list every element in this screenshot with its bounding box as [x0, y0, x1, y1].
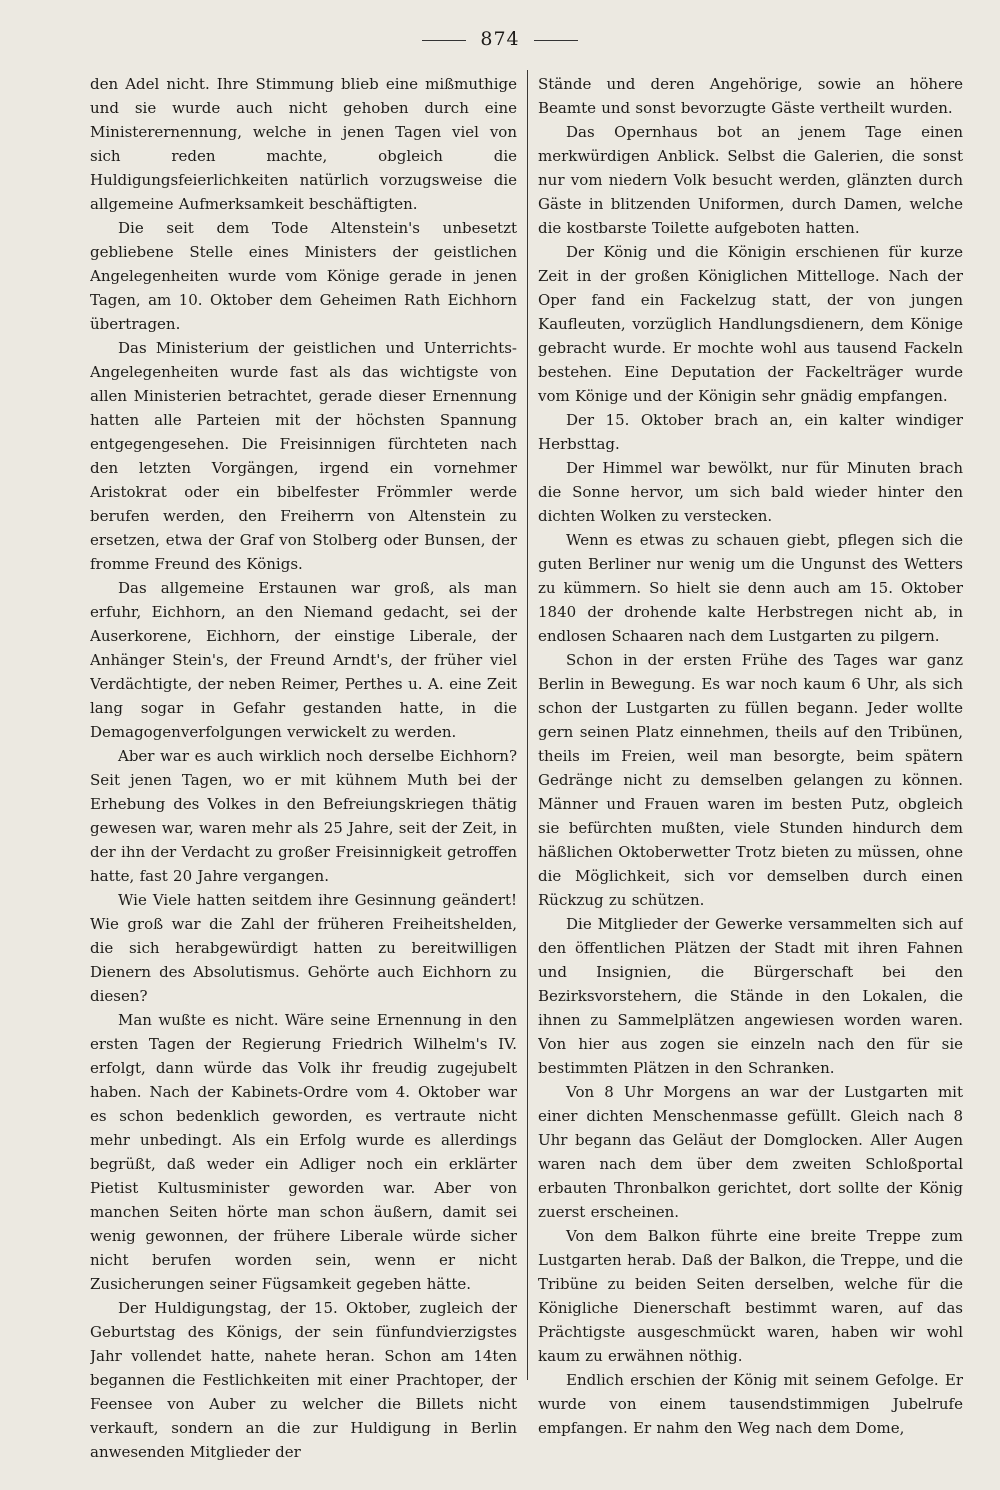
page-number: 874 — [480, 28, 520, 50]
paragraph: Der 15. Oktober brach an, ein kalter windiger Herbsttag. — [538, 411, 963, 453]
paragraph: Aber war es auch wirklich noch derselbe Eichhorn? Seit jenen Tagen, wo er mit kühnem Muth bei der Erhebung des Volkes in den Befreiungskriegen thätig gewesen war, waren mehr als 25 Jahre, seit der Zeit, in der ihn der Verdacht zu großer Freisinnigkeit getroffen hatte, fast 20 Jahre vergangen. — [90, 747, 517, 885]
left-column — [90, 72, 517, 1472]
header-dash-right — [534, 40, 578, 41]
right-column — [538, 72, 963, 1472]
paragraph: Der Himmel war bewölkt, nur für Minuten brach die Sonne hervor, um sich bald wieder hinter den dichten Wolken zu verstecken. — [538, 459, 963, 525]
paragraph: Wenn es etwas zu schauen giebt, pflegen sich die guten Berliner nur wenig um die Ungunst des Wetters zu kümmern. So hielt sie denn auch am 15. Oktober 1840 der drohende kalte Herbstregen nicht ab, in endlosen Schaaren nach dem Lustgarten zu pilgern. — [538, 531, 963, 645]
paragraph: Das Opernhaus bot an jenem Tage einen merkwürdigen Anblick. Selbst die Galerien, die sonst nur vom niedern Volk besucht werden, glänzten durch Gäste in blitzenden Uniformen, durch Damen, welche die kostbarste Toilette aufgeboten hatten. — [538, 123, 963, 237]
paragraph: Das Ministerium der geistlichen und Unterrichts-Angelegenheiten wurde fast als das wichtigste von allen Ministerien betrachtet, gerade dieser Ernennung hatten alle Parteien mit der höchsten Spannung entgegengesehen. Die Freisinnigen fürchteten nach den letzten Vorgängen, irgend ein vornehmer Aristokrat oder ein bibelfester Frömmler werde berufen werden, den Freiherrn von Altenstein zu ersetzen, etwa der Graf von Stolberg oder Bunsen, der fromme Freund des Königs. — [90, 339, 517, 573]
paragraph: den Adel nicht. Ihre Stimmung blieb eine mißmuthige und sie wurde auch nicht gehoben durch eine Ministerernennung, welche in jenen Tagen viel von sich reden machte, obgleich die Huldigungsfeierlichkeiten natürlich vorzugsweise die allgemeine Aufmerksamkeit beschäftigten. — [90, 75, 517, 213]
paragraph: Die Mitglieder der Gewerke versammelten sich auf den öffentlichen Plätzen der Stadt mit ihren Fahnen und Insignien, die Bürgerschaft bei den Bezirksvorstehern, die Stände in den Lokalen, die ihnen zu Sammelplätzen angewiesen worden waren. Von hier aus zogen sie einzeln nach den für sie bestimmten Plätzen in den Schranken. — [538, 915, 963, 1077]
header-dash-left — [422, 40, 466, 41]
paragraph: Man wußte es nicht. Wäre seine Ernennung in den ersten Tagen der Regierung Friedrich Wilhelm's IV. erfolgt, dann würde das Volk ihr freudig zugejubelt haben. Nach der Kabinets-Ordre vom 4. Oktober war es schon bedenklich geworden, es vertraute nicht mehr unbedingt. Als ein Erfolg wurde es allerdings begrüßt, daß weder ein Adliger noch ein erklärter Pietist Kultusminister geworden war. Aber von manchen Seiten hörte man schon äußern, damit sei wenig gewonnen, der frühere Liberale würde sicher nicht berufen worden sein, wenn er nicht Zusicherungen seiner Fügsamkeit gegeben hätte. — [90, 1011, 517, 1293]
paragraph: Stände und deren Angehörige, sowie an höhere Beamte und sonst bevorzugte Gäste vertheilt wurden. — [538, 75, 963, 117]
paragraph: Wie Viele hatten seitdem ihre Gesinnung geändert! Wie groß war die Zahl der früheren Freiheitshelden, die sich herabgewürdigt hatten zu bereitwilligen Dienern des Absolutismus. Gehörte auch Eichhorn zu diesen? — [90, 891, 517, 1005]
page-header — [0, 28, 1000, 50]
paragraph: Von 8 Uhr Morgens an war der Lustgarten mit einer dichten Menschenmasse gefüllt. Gleich nach 8 Uhr begann das Geläut der Domglocken. Aller Augen waren nach dem über dem zweiten Schloßportal erbauten Thronbalkon gerichtet, dort sollte der König zuerst erscheinen. — [538, 1083, 963, 1221]
paragraph: Der König und die Königin erschienen für kurze Zeit in der großen Königlichen Mittelloge. Nach der Oper fand ein Fackelzug statt, der von jungen Kaufleuten, vorzüglich Handlungsdienern, dem Könige gebracht wurde. Er mochte wohl aus tausend Fackeln bestehen. Eine Deputation der Fackelträger wurde vom Könige und der Königin sehr gnädig empfangen. — [538, 243, 963, 405]
paragraph: Das allgemeine Erstaunen war groß, als man erfuhr, Eichhorn, an den Niemand gedacht, sei der Auserkorene, Eichhorn, der einstige Liberale, der Anhänger Stein's, der Freund Arndt's, der früher viel Verdächtigte, der neben Reimer, Perthes u. A. eine Zeit lang sogar in Gefahr gestanden hatte, in die Demagogenverfolgungen verwickelt zu werden. — [90, 579, 517, 741]
paragraph: Schon in der ersten Frühe des Tages war ganz Berlin in Bewegung. Es war noch kaum 6 Uhr, als sich schon der Lustgarten zu füllen begann. Jeder wollte gern seinen Platz einnehmen, theils auf den Tribünen, theils im Freien, weil man besorgte, beim spätern Gedränge nicht zu demselben gelangen zu können. Männer und Frauen waren im besten Putz, obgleich sie befürchten mußten, viele Stunden hindurch dem häßlichen Oktoberwetter Trotz bieten zu müssen, ohne die Möglichkeit, sich vor demselben durch einen Rückzug zu schützen. — [538, 651, 963, 909]
paragraph: Die seit dem Tode Altenstein's unbesetzt gebliebene Stelle eines Ministers der geistlichen Angelegenheiten wurde vom Könige gerade in jenen Tagen, am 10. Oktober dem Geheimen Rath Eichhorn übertragen. — [90, 219, 517, 333]
paragraph: Der Huldigungstag, der 15. Oktober, zugleich der Geburtstag des Königs, der sein fünfundvierzigstes Jahr vollendet hatte, nahete heran. Schon am 14ten begannen die Festlichkeiten mit einer Prachtoper, der Feensee von Auber zu welcher die Billets nicht verkauft, sondern an die zur Huldigung in Berlin anwesenden Mitglieder der — [90, 1299, 517, 1461]
paragraph: Von dem Balkon führte eine breite Treppe zum Lustgarten herab. Daß der Balkon, die Treppe, und die Tribüne zu beiden Seiten derselben, welche für die Königliche Dienerschaft bestimmt waren, auf das Prächtigste ausgeschmückt waren, haben wir wohl kaum zu erwähnen nöthig. — [538, 1227, 963, 1365]
column-divider — [527, 70, 528, 1380]
paragraph: Endlich erschien der König mit seinem Gefolge. Er wurde von einem tausendstimmigen Jubelrufe empfangen. Er nahm den Weg nach dem Dome, — [538, 1371, 963, 1437]
